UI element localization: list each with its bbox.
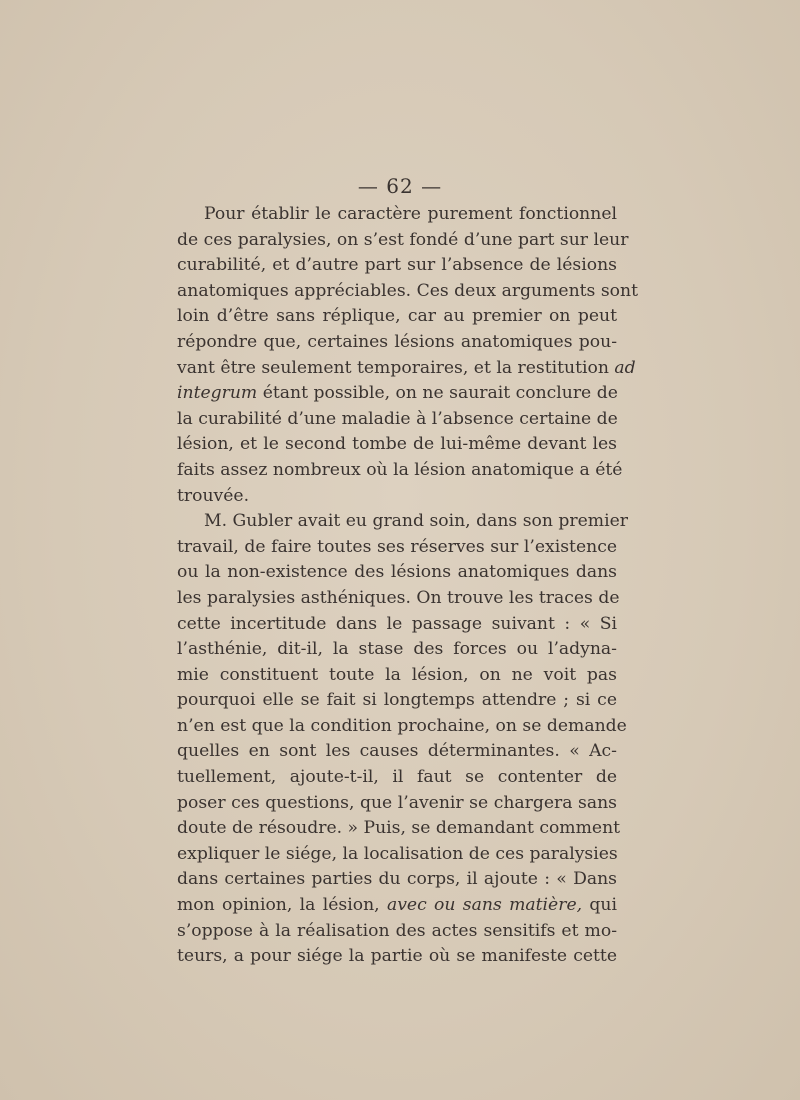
text-line: doute de résoudre. » Puis, se demandant comment [177,818,621,839]
text-line: Pour établir le caractère purement fonctionnel [204,204,617,224]
text-line: mon opinion, la lésion, avec ou sans matière, qui [177,895,617,916]
text-line: cette incertitude dans le passage suivant : « Si [177,613,617,634]
text-line: tuellement, ajoute-t-il, il faut se contenter de [177,767,617,788]
text-line: quelles en sont les causes déterminantes. « Ac- [177,741,617,762]
text-line: les paralysies asthéniques. On trouve les traces de [177,587,620,608]
text-line: s’oppose à la réalisation des actes sensitifs et mo- [177,920,617,941]
text-line: teurs, a pour siége la partie où se manifeste cette [177,946,617,967]
body-text [177,202,638,970]
italic-term: avec ou sans matière, [386,895,583,916]
text-line: n’en est que la condition prochaine, on se demande [177,715,627,736]
text-line: la curabilité d’une maladie à l’absence certaine de [177,408,618,429]
text-line: curabilité, et d’autre part sur l’absence de lésions [177,255,617,276]
text-line: vant être seulement temporaires, et la restitution ad [177,357,636,378]
text-line: pourquoi elle se fait si longtemps attendre ; si ce [177,690,617,711]
text-line: lésion, et le second tombe de lui-même devant les [177,434,617,455]
italic-term: integrum [177,383,258,404]
text-line: anatomiques appréciables. Ces deux arguments sont [177,280,638,301]
text-line: faits assez nombreux où la lésion anatomique a été [177,459,623,480]
text-line: poser ces questions, que l’avenir se chargera sans [177,792,617,813]
page-number: — 62 — [357,174,443,198]
text-line: ou la non-existence des lésions anatomiques dans [177,562,617,583]
text-line: expliquer le siége, la localisation de ces paralysies [177,843,618,864]
text-line: trouvée. [177,485,250,506]
italic-term: ad [614,357,636,378]
text-line: l’asthénie, dit-il, la stase des forces ou l’adyna- [177,639,617,660]
text-line: répondre que, certaines lésions anatomiques pou- [177,331,617,352]
text-line: M. Gubler avait eu grand soin, dans son premier [204,511,628,532]
text-line: travail, de faire toutes ses réserves sur l’existence [177,536,617,557]
text-line: loin d’être sans réplique, car au premier on peut [177,306,617,327]
text-line: dans certaines parties du corps, il ajoute : « Dans [177,869,617,890]
text-line: mie constituent toute la lésion, on ne voit pas [177,664,617,685]
text-line: de ces paralysies, on s’est fondé d’une part sur leur [177,229,629,250]
text-line: integrum étant possible, on ne saurait conclure de [177,383,618,404]
